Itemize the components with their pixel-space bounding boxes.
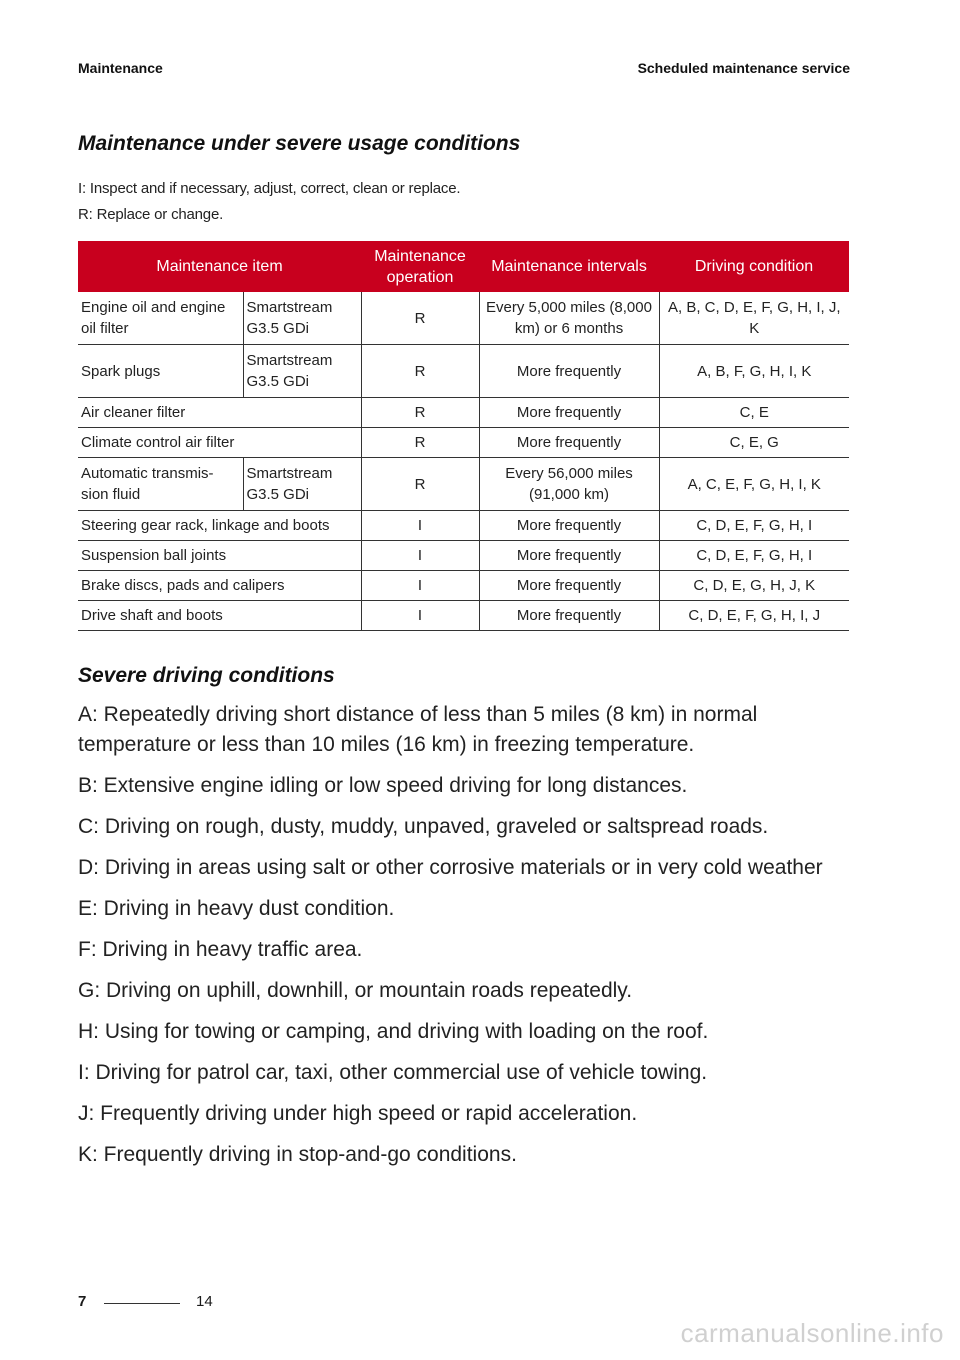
row-item: Engine oil and engine oil filter	[78, 292, 243, 345]
row-interval: Every 56,000 miles (91,000 km)	[479, 458, 659, 511]
row-interval: More frequently	[479, 511, 659, 541]
legend-replace: R: Replace or change.	[78, 206, 224, 223]
row-item: Spark plugs	[78, 345, 243, 398]
row-condition: C, D, E, F, G, H, I, J	[659, 601, 849, 631]
condition-d: D: Driving in areas using salt or other corrosive materials or in very cold weather	[78, 856, 823, 879]
condition-c: C: Driving on rough, dusty, muddy, unpaved, graveled or saltspread roads.	[78, 815, 769, 838]
table-row	[78, 458, 849, 511]
running-header-topic: Scheduled maintenance service	[637, 60, 850, 76]
condition-f: F: Driving in heavy traffic area.	[78, 938, 363, 961]
table-row	[78, 571, 849, 601]
row-condition: C, E	[659, 398, 849, 428]
row-interval: More frequently	[479, 398, 659, 428]
row-operation: R	[361, 398, 479, 428]
row-condition: A, C, E, F, G, H, I, K	[659, 458, 849, 511]
driving-conditions-list	[78, 700, 858, 1181]
condition-j: J: Frequently driving under high speed or rapid acceleration.	[78, 1102, 638, 1125]
condition-i: I: Driving for patrol car, taxi, other commercial use of vehicle towing.	[78, 1061, 708, 1084]
condition-b: B: Extensive engine idling or low speed driving for long distances.	[78, 774, 688, 797]
row-operation: R	[361, 428, 479, 458]
row-engine: Smartstream G3.5 GDi	[243, 458, 361, 511]
table-row	[78, 292, 849, 345]
severe-usage-title: Maintenance under severe usage conditions	[78, 132, 521, 155]
row-interval: More frequently	[479, 571, 659, 601]
footer-chapter-number: 7	[78, 1293, 87, 1310]
condition-k: K: Frequently driving in stop-and-go conditions.	[78, 1143, 517, 1166]
row-condition: A, B, C, D, E, F, G, H, I, J, K	[659, 292, 849, 345]
row-operation: R	[361, 292, 479, 345]
row-condition: C, E, G	[659, 428, 849, 458]
row-item: Drive shaft and boots	[78, 601, 361, 631]
row-operation: R	[361, 458, 479, 511]
running-header-section: Maintenance	[78, 60, 163, 76]
condition-e: E: Driving in heavy dust condition.	[78, 897, 395, 920]
row-engine: Smartstream G3.5 GDi	[243, 345, 361, 398]
table-row	[78, 541, 849, 571]
table-row	[78, 345, 849, 398]
table-row	[78, 511, 849, 541]
header-maintenance-operation: Maintenance operation	[361, 241, 479, 292]
row-item: Steering gear rack, linkage and boots	[78, 511, 361, 541]
row-operation: I	[361, 541, 479, 571]
row-interval: More frequently	[479, 541, 659, 571]
condition-g: G: Driving on uphill, downhill, or mountain roads repeatedly.	[78, 979, 633, 1002]
header-maintenance-item: Maintenance item	[78, 241, 361, 292]
row-condition: C, D, E, F, G, H, I	[659, 511, 849, 541]
watermark: carmanualsonline.info	[680, 1318, 944, 1348]
condition-a: A: Repeatedly driving short distance of less than 5 miles (8 km) in normal temperature or less than 10 miles (16 km) in freezing temperature.	[78, 703, 758, 756]
maintenance-table	[78, 241, 849, 631]
footer-divider	[104, 1303, 180, 1304]
table-row	[78, 398, 849, 428]
row-condition: C, D, E, G, H, J, K	[659, 571, 849, 601]
legend-inspect: I: Inspect and if necessary, adjust, correct, clean or replace.	[78, 180, 461, 197]
table-row	[78, 601, 849, 631]
footer-page-number: 14	[196, 1293, 213, 1310]
row-interval: Every 5,000 miles (8,000 km) or 6 months	[479, 292, 659, 345]
row-operation: I	[361, 511, 479, 541]
row-condition: A, B, F, G, H, I, K	[659, 345, 849, 398]
severe-driving-title: Severe driving conditions	[78, 664, 335, 687]
row-condition: C, D, E, F, G, H, I	[659, 541, 849, 571]
table-row	[78, 428, 849, 458]
row-engine: Smartstream G3.5 GDi	[243, 292, 361, 345]
row-operation: I	[361, 571, 479, 601]
condition-h: H: Using for towing or camping, and driving with loading on the roof.	[78, 1020, 709, 1043]
row-interval: More frequently	[479, 428, 659, 458]
row-item: Automatic transmis-sion fluid	[78, 458, 243, 511]
row-item: Climate control air filter	[78, 428, 361, 458]
header-maintenance-intervals: Maintenance intervals	[479, 241, 659, 292]
row-item: Suspension ball joints	[78, 541, 361, 571]
row-interval: More frequently	[479, 601, 659, 631]
row-operation: I	[361, 601, 479, 631]
row-interval: More frequently	[479, 345, 659, 398]
row-item: Air cleaner filter	[78, 398, 361, 428]
row-item: Brake discs, pads and calipers	[78, 571, 361, 601]
row-operation: R	[361, 345, 479, 398]
table-header-row	[78, 241, 849, 292]
header-driving-condition: Driving condition	[659, 241, 849, 292]
